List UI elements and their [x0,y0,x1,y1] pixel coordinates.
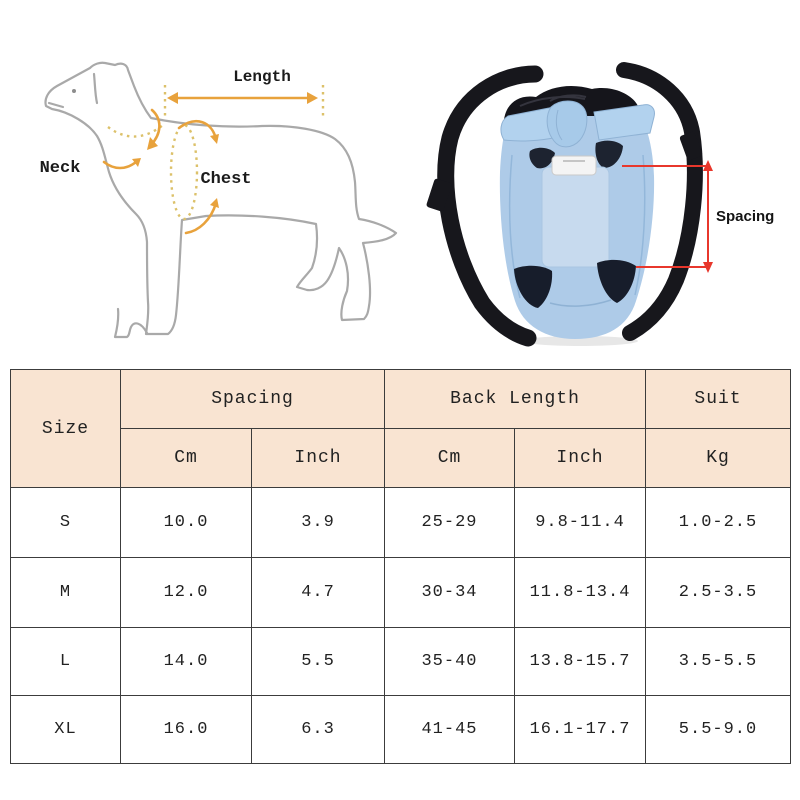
col-header-back-length: Back Length [385,370,646,429]
spacing-inch-cell: 4.7 [252,558,385,628]
back-cm-cell: 30-34 [385,558,515,628]
length-arrowhead-right [307,92,318,104]
back-cm-cell: 41-45 [385,696,515,764]
dog-measurement-diagram [0,0,400,360]
dog-ear-inner-line [94,74,97,103]
dog-outline [45,63,396,334]
size-cell: S [11,488,121,558]
phone-in-pocket [552,156,596,175]
suit-kg-cell: 2.5-3.5 [646,558,791,628]
dog-second-paw [115,309,147,337]
table-row-s [11,488,791,558]
unit-header-back-inch: Inch [515,429,646,488]
back-inch-cell: 11.8-13.4 [515,558,646,628]
dog-eye [72,89,76,93]
spacing-cm-cell: 14.0 [121,628,252,696]
table-row-m [11,558,791,628]
spacing-cm-cell: 16.0 [121,696,252,764]
size-cell: M [11,558,121,628]
length-arrowhead-left [167,92,178,104]
table-unit-header-row [11,429,791,488]
neck-dotted-line [108,125,163,137]
table-row-l [11,628,791,696]
col-header-spacing: Spacing [121,370,385,429]
length-label: Length [233,68,291,86]
back-inch-cell: 13.8-15.7 [515,628,646,696]
spacing-cm-cell: 10.0 [121,488,252,558]
dog-carrier-backpack-photo [400,0,800,360]
neck-arrow-lower [104,162,136,168]
suit-kg-cell: 1.0-2.5 [646,488,791,558]
unit-header-back-cm: Cm [385,429,515,488]
size-cell: L [11,628,121,696]
size-cell: XL [11,696,121,764]
back-cm-cell: 25-29 [385,488,515,558]
spacing-photo-label: Spacing [716,208,775,225]
chest-dotted-ellipse [171,125,197,219]
table-row-xl [11,696,791,764]
col-header-suit: Suit [646,370,791,429]
unit-header-spacing-cm: Cm [121,429,252,488]
back-inch-cell: 16.1-17.7 [515,696,646,764]
front-pocket [542,167,609,267]
chest-label: Chest [200,170,252,189]
col-header-size: Size [11,370,121,488]
suit-kg-cell: 3.5-5.5 [646,628,791,696]
spacing-inch-cell: 6.3 [252,696,385,764]
size-table [10,369,791,764]
suit-kg-cell: 5.5-9.0 [646,696,791,764]
chest-arrowhead-lower [210,198,219,208]
spacing-inch-cell: 3.9 [252,488,385,558]
spacing-inch-cell: 5.5 [252,628,385,696]
table-group-header-row [11,370,791,429]
spacing-cm-cell: 12.0 [121,558,252,628]
back-cm-cell: 35-40 [385,628,515,696]
back-inch-cell: 9.8-11.4 [515,488,646,558]
neck-label: Neck [39,159,81,178]
unit-header-spacing-inch: Inch [252,429,385,488]
unit-header-suit-kg: Kg [646,429,791,488]
chest-arrowhead-upper [210,134,219,144]
dog-mouth-line [49,103,63,107]
